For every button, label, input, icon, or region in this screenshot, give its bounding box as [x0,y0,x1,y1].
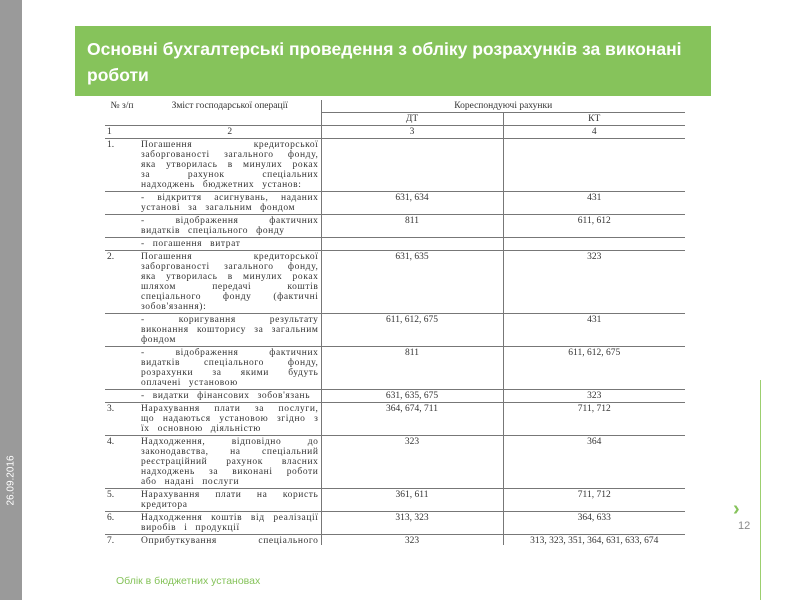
cell-num: 7. [105,535,139,546]
table-row [105,139,685,192]
cell-desc: Надходження коштів від реалізації виробів і продукції [139,512,321,535]
cell-kt: 313, 323, 351, 364, 631, 633, 674 [503,535,685,546]
cell-num: 1. [105,139,139,192]
index-dt: 3 [321,126,503,139]
table-row [105,192,685,215]
cell-num [105,215,139,238]
cell-kt: 711, 712 [503,403,685,436]
table-row [105,251,685,314]
table-row [105,512,685,535]
title-banner [75,26,711,96]
cell-num [105,238,139,251]
chevron-right-icon[interactable]: › [733,498,740,520]
cell-dt: 361, 611 [321,489,503,512]
table-body [105,139,685,546]
index-num: 1 [105,126,139,139]
postings-table [105,100,685,545]
table-index-row [105,126,685,139]
table-row [105,436,685,489]
cell-kt: 431 [503,314,685,347]
cell-desc: Нарахування плати на користь кредитора [139,489,321,512]
index-kt: 4 [503,126,685,139]
footer-text: Облік в бюджетних установах [116,575,261,587]
slide-date: 26.09.2016 [5,455,17,506]
cell-dt [321,139,503,192]
table-row [105,314,685,347]
cell-kt: 611, 612 [503,215,685,238]
cell-desc: Погашення кредиторської заборгованості загального фонду, яка утворилась в минулих роках за рахунок спеціальних надходжень бюджетних установ: [139,139,321,192]
cell-kt: 364, 633 [503,512,685,535]
cell-dt: 631, 635 [321,251,503,314]
table-row [105,215,685,238]
divider [760,380,761,600]
table-row [105,535,685,546]
cell-desc: Нарахування плати за послуги, що надаються установою згідно з їх основною діяльністю [139,403,321,436]
cell-dt: 631, 635, 675 [321,390,503,403]
cell-desc: - відображення фактичних видатків спеціального фонду, розрахунки за якими будуть оплачені установою [139,347,321,390]
cell-desc: - відображення фактичних видатків спеціального фонду [139,215,321,238]
cell-num: 2. [105,251,139,314]
header-corr: Кореспондуючі рахунки [321,100,685,113]
cell-kt: 611, 612, 675 [503,347,685,390]
header-kt: КТ [503,113,685,126]
cell-desc: Надходження, відповідно до законодавства, на спеціальний реєстраційний рахунок власних надходжень за виконані роботи або надані послуги [139,436,321,489]
cell-dt [321,238,503,251]
cell-kt [503,238,685,251]
cell-desc: - видатки фінансових зобов'язань [139,390,321,403]
cell-desc: Оприбуткування спеціального [139,535,321,546]
cell-num: 5. [105,489,139,512]
cell-dt: 631, 634 [321,192,503,215]
table-row [105,238,685,251]
index-desc: 2 [139,126,321,139]
cell-dt: 323 [321,436,503,489]
left-stripe [0,0,22,600]
cell-desc: - погашення витрат [139,238,321,251]
cell-num [105,347,139,390]
cell-num [105,314,139,347]
cell-num [105,192,139,215]
cell-dt: 811 [321,347,503,390]
cell-desc: - відкриття асигнувань, наданих установі за загальним фондом [139,192,321,215]
scanned-document-table [105,100,685,545]
cell-desc: Погашення кредиторської заборгованості загального фонду, яка утворилась в минулих роках шляхом передачі коштів спеціального фонду (фактичні зобов'язання): [139,251,321,314]
cell-num: 4. [105,436,139,489]
cell-kt [503,139,685,192]
table-row [105,403,685,436]
table-row [105,390,685,403]
header-num: № з/п [110,101,134,111]
cell-kt: 431 [503,192,685,215]
cell-dt: 811 [321,215,503,238]
table-row [105,347,685,390]
cell-kt: 711, 712 [503,489,685,512]
header-desc: Зміст господарської операції [171,101,288,111]
cell-kt: 323 [503,251,685,314]
cell-desc: - коригування результату виконання кошторису за загальним фондом [139,314,321,347]
page-number: 12 [738,520,751,532]
slide-title: Основні бухгалтерські проведення з обліку розрахунків за виконані роботи [87,39,682,85]
cell-dt: 611, 612, 675 [321,314,503,347]
header-dt: ДТ [321,113,503,126]
table-row [105,489,685,512]
cell-num: 3. [105,403,139,436]
cell-dt: 323 [321,535,503,546]
table-header-row [105,100,685,113]
cell-dt: 313, 323 [321,512,503,535]
cell-num [105,390,139,403]
cell-kt: 323 [503,390,685,403]
cell-num: 6. [105,512,139,535]
cell-kt: 364 [503,436,685,489]
cell-dt: 364, 674, 711 [321,403,503,436]
